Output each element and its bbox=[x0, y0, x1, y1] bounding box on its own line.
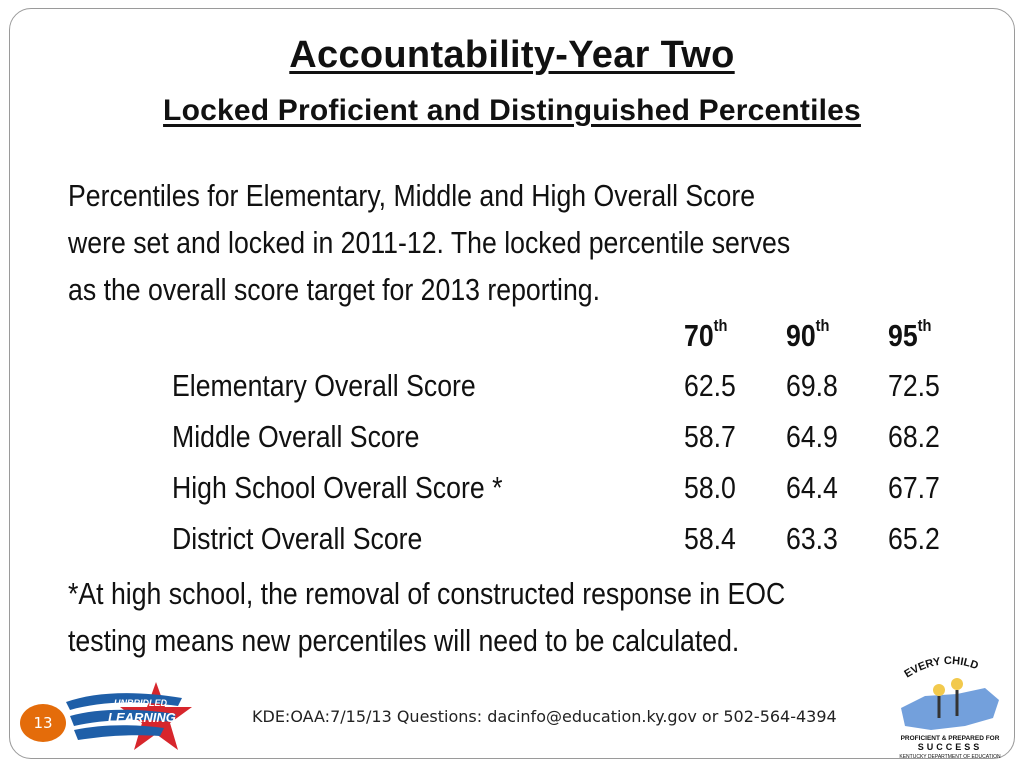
table-cell: 72.5 bbox=[888, 368, 940, 403]
footer-contact: KDE:OAA:7/15/13 Questions: dacinfo@education.ky.gov or 502-564-4394 bbox=[252, 707, 837, 726]
intro-line: Percentiles for Elementary, Middle and High Overall Score bbox=[68, 178, 756, 213]
table-cell: 69.8 bbox=[786, 368, 838, 403]
svg-text:PROFICIENT & PREPARED FOR: PROFICIENT & PREPARED FOR bbox=[900, 735, 1000, 742]
row-label-district: District Overall Score bbox=[172, 521, 423, 556]
row-label-high-school: High School Overall Score * bbox=[172, 470, 503, 505]
table-cell: 62.5 bbox=[684, 368, 736, 403]
row-label-middle: Middle Overall Score bbox=[172, 419, 420, 454]
column-header-90th: 90th bbox=[786, 315, 830, 353]
unbridled-learning-logo bbox=[64, 680, 194, 752]
table-cell: 63.3 bbox=[786, 521, 838, 556]
intro-line: were set and locked in 2011-12. The locked percentile serves bbox=[68, 225, 791, 260]
intro-paragraph bbox=[68, 172, 962, 313]
slide-subtitle: Locked Proficient and Distinguished Percentiles bbox=[163, 94, 861, 127]
table-cell: 68.2 bbox=[888, 419, 940, 454]
table-cell: 58.0 bbox=[684, 470, 736, 505]
table-cell: 58.4 bbox=[684, 521, 736, 556]
footnote-line: *At high school, the removal of constructed response in EOC bbox=[68, 576, 786, 611]
column-header-70th: 70th bbox=[684, 315, 728, 353]
svg-text:UNBRIDLED: UNBRIDLED bbox=[114, 698, 167, 708]
footnote bbox=[68, 570, 962, 664]
table-cell: 64.4 bbox=[786, 470, 838, 505]
column-header-95th: 95th bbox=[888, 315, 932, 353]
table-cell: 67.7 bbox=[888, 470, 940, 505]
table-cell: 64.9 bbox=[786, 419, 838, 454]
every-child-logo bbox=[895, 648, 1005, 760]
svg-text:SUCCESS: SUCCESS bbox=[917, 742, 983, 752]
table-cell: 65.2 bbox=[888, 521, 940, 556]
svg-text:LEARNING: LEARNING bbox=[108, 710, 176, 725]
intro-line: as the overall score target for 2013 reporting. bbox=[68, 272, 601, 307]
slide-title: Accountability-Year Two bbox=[289, 34, 735, 76]
svg-text:EVERY CHILD: EVERY CHILD bbox=[902, 654, 980, 681]
table-cell: 58.7 bbox=[684, 419, 736, 454]
footnote-line: testing means new percentiles will need to be calculated. bbox=[68, 623, 740, 658]
page-number-badge: 13 bbox=[20, 704, 66, 742]
row-label-elementary: Elementary Overall Score bbox=[172, 368, 476, 403]
svg-text:KENTUCKY DEPARTMENT OF EDUCATI: KENTUCKY DEPARTMENT OF EDUCATION bbox=[899, 754, 1001, 760]
